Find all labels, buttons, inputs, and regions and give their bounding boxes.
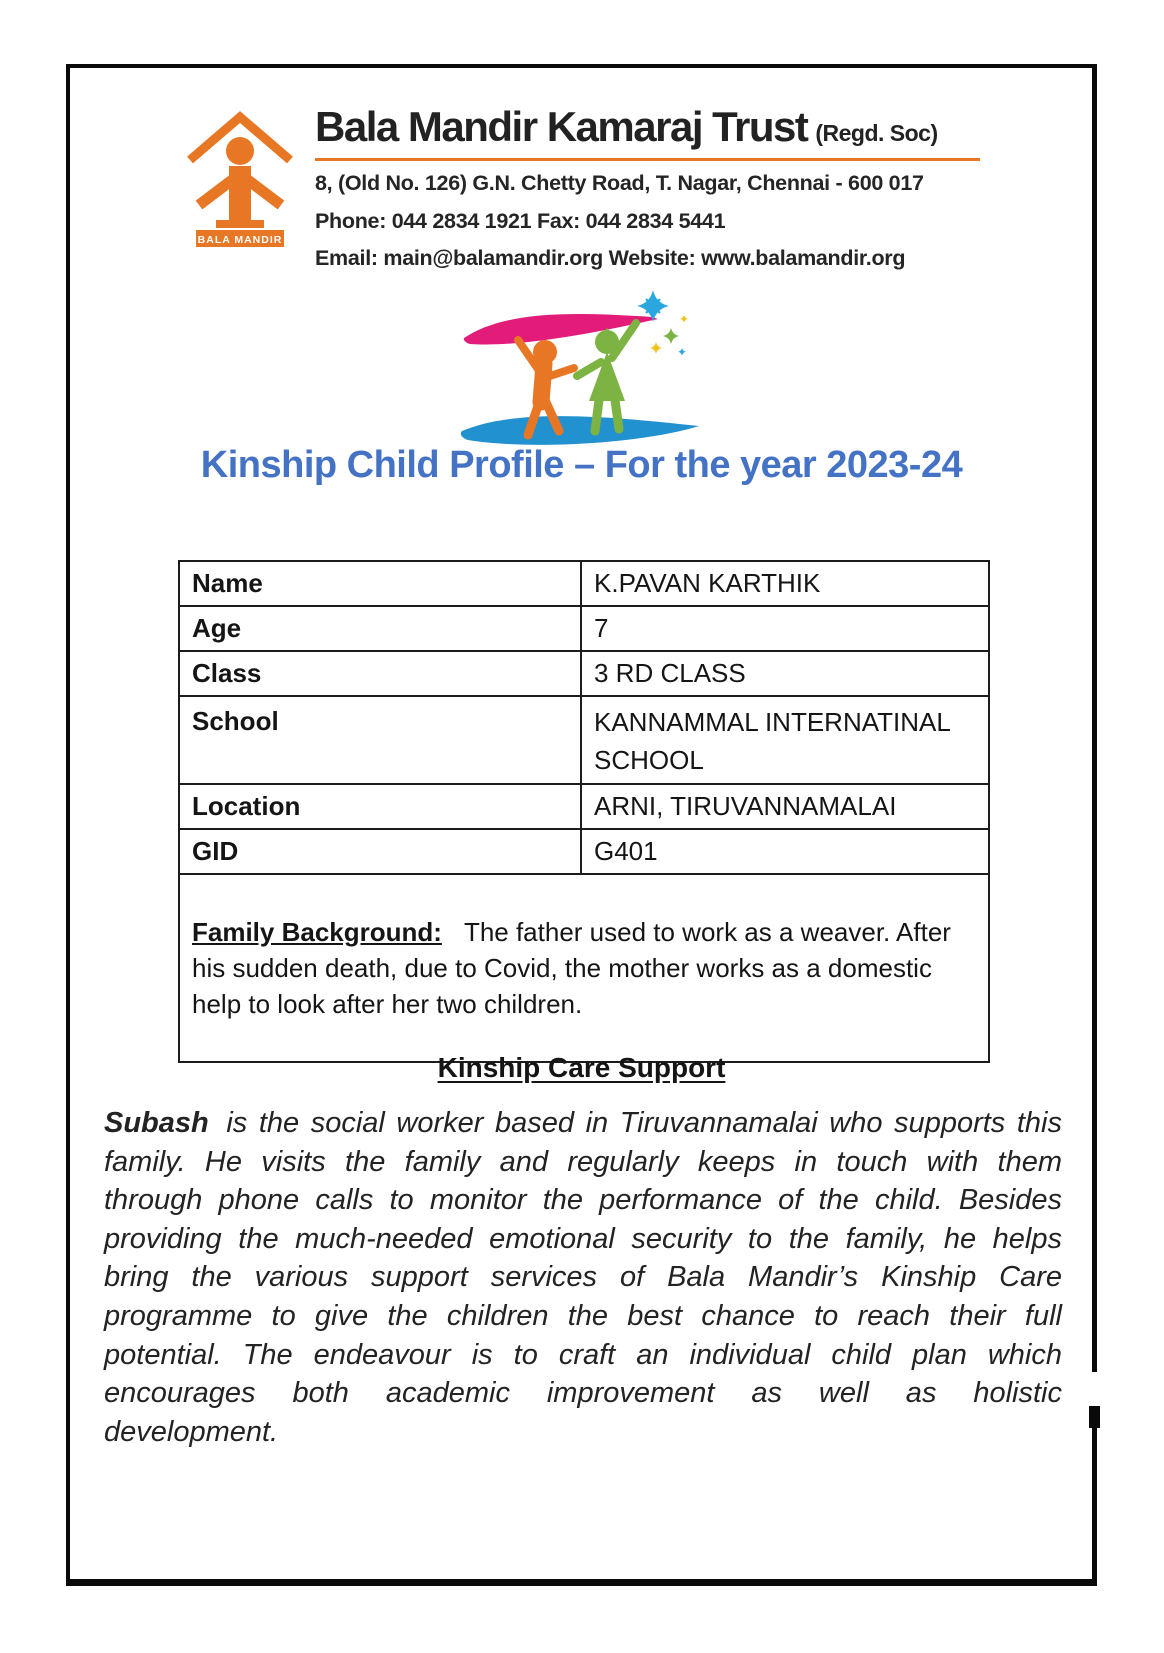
row-label-school: School [179,696,581,784]
orange-divider [315,158,980,161]
page-title: Kinship Child Profile – For the year 2023-24 [200,444,963,486]
logo-caption-text: BALA MANDIR [197,234,283,246]
support-paragraph-text: is the social worker based in Tiruvannamalai who supports this family. He visits the family and regularly keeps in touch with them through phone calls to monitor the performance of the child. Besides providing the much-needed emotional security to the family, he helps bring the various support services of Bala Mandir’s Kinship Care programme to give the children the best chance to reach their full potential. The endeavour is to craft an individual child plan which encourages both academic improvement as well as holistic development. [104,1107,1062,1448]
org-registration-suffix: (Regd. Soc) [815,120,938,146]
table-row [179,561,989,606]
org-email-website: Email: main@balamandir.org Website: www.balamandir.org [315,246,906,270]
row-value-gid: G401 [581,829,989,874]
logo-foot-right [250,220,264,228]
row-value-class: 3 RD CLASS [581,651,989,696]
table-row [179,606,989,651]
border-scan-mark [1089,1406,1100,1428]
org-address: 8, (Old No. 126) G.N. Chetty Road, T. Nagar, Chennai - 600 017 [315,171,924,195]
child-profile-table [178,560,990,1063]
logo-torso [229,166,251,228]
section-heading-kinship-care-support: Kinship Care Support [437,1052,726,1083]
row-value-name: K.PAVAN KARTHIK [581,561,989,606]
children-stars-logo-icon [456,288,708,452]
row-value-age: 7 [581,606,989,651]
row-label-class: Class [179,651,581,696]
social-worker-name: Subash [104,1107,209,1139]
row-label-age: Age [179,606,581,651]
border-scan-gap [1089,1372,1101,1406]
row-label-gid: GID [179,829,581,874]
family-background-cell [179,874,989,1062]
bala-mandir-logo-icon [183,106,297,248]
family-background-text: The father used to work as a weaver. After his sudden death, due to Covid, the mother works as a domestic help to look after her two children. [192,916,951,1019]
blue-swoosh [461,416,699,445]
family-background-label: Family Background: [192,916,442,947]
org-name: Bala Mandir Kamaraj Trust [315,103,808,150]
logo-foot-left [216,220,230,228]
green-child-figure [577,323,636,431]
sparkle-stars [637,290,688,356]
org-title-line [315,103,995,151]
support-paragraph [104,1104,1062,1451]
letterhead [315,103,995,274]
table-row [179,829,989,874]
org-phone-fax: Phone: 044 2834 1921 Fax: 044 2834 5441 [315,208,726,233]
row-value-location: ARNI, TIRUVANNAMALAI [581,784,989,829]
table-row [179,651,989,696]
table-row [179,784,989,829]
table-row [179,696,989,784]
row-label-name: Name [179,561,581,606]
logo-head [226,137,254,165]
row-label-location: Location [179,784,581,829]
row-value-school: KANNAMMAL INTERNATINAL SCHOOL [581,696,989,784]
family-background-row [179,874,989,1062]
